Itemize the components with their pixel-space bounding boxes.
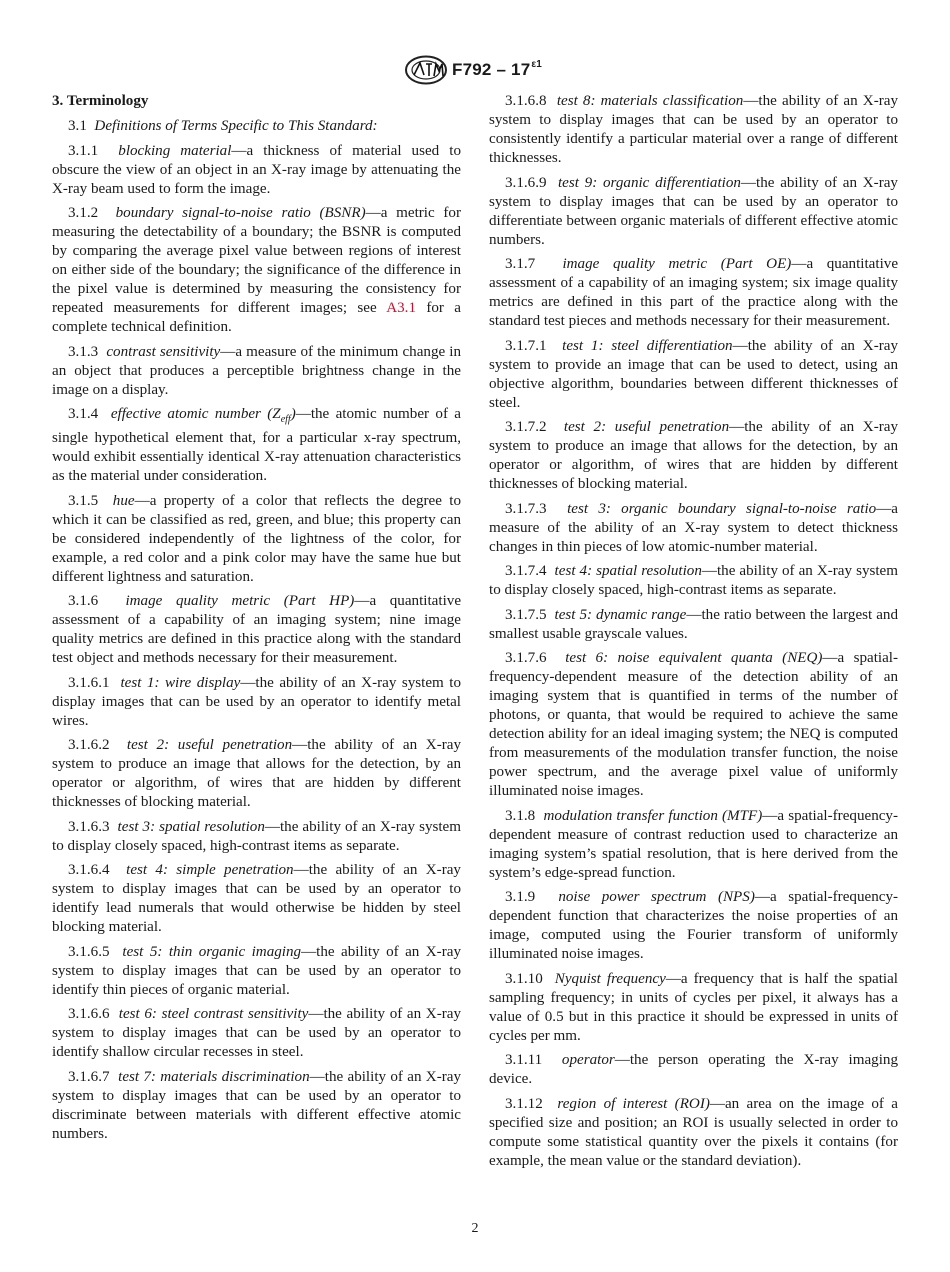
clause-number: 3.1.7.5	[505, 606, 555, 623]
clause-number: 3.1.6.7	[68, 1068, 119, 1085]
clause-number: 3.1.2	[68, 205, 116, 221]
defined-term: test 3: organic boundary signal-to-noise ratio	[567, 500, 877, 517]
standard-designation: $F792 - 17^{\varepsilon 1}$	[452, 59, 543, 79]
definition-text-after-link: for a complete technical definition.	[52, 300, 461, 335]
definition-paragraph	[489, 92, 898, 168]
defined-term: test 2: useful penetration	[126, 737, 293, 754]
clause-number: 3.1.11	[505, 1052, 562, 1068]
definition-text: —the ability of an X-ray system to display images that can be used by an operator to discriminate between materials with different effective atomic numbers.	[52, 1068, 461, 1142]
definition-paragraph	[52, 1005, 461, 1062]
clause-number: 3.1.7.1	[505, 337, 563, 354]
defined-term: test 8: materials classification	[556, 93, 744, 109]
right-column	[489, 92, 898, 1176]
defined-term: test 9: organic differentiation	[557, 174, 741, 191]
definition-paragraph	[52, 492, 461, 587]
definition-text: —a metric for measuring the detectability of a boundary; the BSNR is computed by comparing the average pixel value between regions of interest on either side of the boundary; the significance of the difference in the pixel value is determined by measuring the consistency for repeated measurements for different images; see	[52, 205, 461, 316]
left-column	[52, 92, 461, 1149]
definition-paragraph	[489, 1051, 898, 1089]
definition-text: —the ability of an X-ray system to display images that can be used by an operator to identify thin pieces of organic material.	[52, 943, 461, 998]
definition-text: —the ability of an X-ray system to display images that can be used by an operator to differentiate between organic materials of different effective atomic numbers.	[489, 174, 898, 248]
definition-paragraph	[52, 142, 461, 199]
clause-number: 3.1.7.6	[505, 650, 566, 666]
definition-paragraph	[52, 674, 461, 731]
definition-paragraph	[489, 807, 898, 883]
definition-text: —the ability of an X-ray system to display closely spaced, high-contrast items as separate.	[489, 563, 898, 598]
definition-paragraph	[52, 592, 461, 668]
clause-number: 3.1.7.4	[505, 563, 555, 579]
definition-text: —the ability of an X-ray system to display images that can be used by an operator to identify lead numerals that would otherwise be hidden by steel blocking material.	[52, 862, 461, 936]
definition-paragraph	[52, 943, 461, 1000]
definition-text: —a measure of the ability of an X-ray system to detect thickness changes in thin pieces of low atomic-number material.	[489, 500, 898, 555]
definition-text: —the ability of an X-ray system to display images that can be used by an operator to identify metal wires.	[52, 674, 461, 729]
definition-paragraph	[489, 1095, 898, 1171]
definition-paragraph	[52, 117, 461, 136]
defined-term: noise power spectrum (NPS)	[558, 889, 755, 905]
defined-term: test 2: useful penetration	[563, 419, 730, 435]
defined-term: test 6: noise equivalent quanta (NEQ)	[565, 650, 823, 666]
defined-term: image quality metric (Part OE)	[562, 256, 792, 272]
definition-paragraph	[52, 343, 461, 400]
definition-paragraph	[489, 255, 898, 331]
defined-term: Nyquist frequency	[554, 970, 666, 987]
definition-paragraph	[52, 405, 461, 486]
defined-term: modulation transfer function (MTF)	[543, 807, 763, 824]
defined-term: image quality metric (Part HP)	[125, 593, 355, 610]
page-header	[0, 55, 950, 85]
clause-number: 3.1.6.2	[68, 737, 127, 754]
definition-text: —the ability of an X-ray system to produce an image that allows for the detection, by an operator or algorithm, of wires that are hidden by different thicknesses of blocking material.	[489, 419, 899, 492]
clause-number: 3.1.7.3	[505, 500, 568, 517]
definition-paragraph	[52, 1068, 461, 1144]
definition-paragraph	[489, 418, 898, 494]
definition-text: —an area on the image of a specified size and position; an ROI is usually selected in order to compute some statistical quantity over the pixels it contains (for example, the mean value or the standard deviation).	[489, 1095, 898, 1169]
clause-number: 3.1.10	[505, 970, 555, 987]
clause-number: 3.1.6	[68, 593, 126, 610]
defined-term: region of interest (ROI)	[557, 1095, 710, 1112]
clause-number: 3.1.6.4	[68, 862, 127, 879]
definition-paragraph	[52, 861, 461, 937]
astm-logo-icon	[404, 55, 448, 85]
defined-term: Definitions of Terms Specific to This Standard:	[94, 118, 378, 134]
annex-link[interactable]: A3.1	[386, 300, 416, 316]
clause-number: 3.1.6.9	[505, 174, 558, 191]
clause-number: 3.1.5	[68, 492, 113, 509]
definition-text: —the ability of an X-ray system to display images that can be used by an operator to identify shallow circular recesses in steel.	[52, 1006, 461, 1061]
definition-paragraph	[489, 337, 898, 413]
defined-term: hue	[112, 492, 135, 509]
term-subscript: eff	[280, 414, 291, 426]
page-number: 2	[471, 1221, 479, 1236]
clause-number: 3.1	[68, 118, 95, 134]
clause-number: 3.1.9	[505, 889, 559, 905]
definition-text: —the person operating the X-ray imaging device.	[489, 1052, 898, 1087]
clause-number: 3.1.6.6	[68, 1006, 119, 1023]
defined-term: test 3: spatial resolution	[117, 818, 265, 835]
definition-text: —a thickness of material used to obscure the view of an object in an X-ray image by attenuating the X-ray beam used to form the image.	[52, 142, 461, 197]
defined-term: test 4: simple penetration	[126, 862, 294, 879]
clause-number: 3.1.3	[68, 343, 107, 360]
defined-term: test 7: materials discrimination	[118, 1068, 310, 1085]
definition-paragraph	[52, 736, 461, 812]
definition-paragraph	[52, 818, 461, 856]
defined-term: operator	[561, 1052, 615, 1068]
clause-number: 3.1.4	[68, 406, 111, 422]
definition-text: —the ability of an X-ray system to display images that can be used by an operator to consistently identify a particular material over a range of different thicknesses.	[489, 93, 899, 166]
definition-text: —the ability of an X-ray system to display closely spaced, high-contrast items as separate.	[52, 818, 461, 854]
definition-paragraph	[489, 174, 898, 250]
definition-text: —a frequency that is half the spatial sampling frequency; in units of cycles per pixel, it always has a value of 0.5 but in this practice it should be expressed in units of cycles per mm.	[489, 970, 899, 1044]
definition-text: —the ability of an X-ray system to produce an image that allows for the detection, by an operator or algorithm, of wires that are hidden by different thicknesses of blocking material.	[52, 737, 462, 811]
definition-paragraph	[489, 562, 898, 600]
definition-paragraph	[489, 970, 898, 1046]
clause-number: 3.1.7	[505, 256, 563, 272]
definition-text: —a spatial-frequency-dependent measure of the detection ability of an imaging system that is quantified in terms of the number of photons, or quanta, that would be required to achieve the same detection ability for an ideal imaging system; the NEQ is computed from measurements of the modulation transfer function, the noise power spectrum, and the average pixel value of uniformly illuminated noise images.	[489, 650, 898, 799]
clause-number: 3.1.12	[505, 1095, 558, 1112]
defined-term: boundary signal-to-noise ratio (BSNR)	[115, 205, 366, 221]
defined-term: test 5: thin organic imaging	[122, 943, 302, 960]
defined-term: blocking material	[118, 142, 232, 159]
clause-number: 3.1.6.1	[68, 674, 121, 691]
definition-text: —a quantitative assessment of a capability of an imaging system; nine image quality metrics are defined in this practice along with the standard test object and methods necessary for their measurement.	[52, 593, 462, 667]
defined-term: test 1: steel differentiation	[562, 337, 733, 354]
clause-number: 3.1.1	[68, 142, 119, 159]
clause-number: 3.1.8	[505, 807, 544, 824]
defined-term: test 5: dynamic range	[554, 606, 687, 623]
clause-number: 3.1.6.5	[68, 943, 123, 960]
definition-paragraph	[489, 888, 898, 964]
definition-paragraph	[489, 649, 898, 801]
defined-term: contrast sensitivity	[106, 343, 221, 360]
definition-text: —the ratio between the largest and smallest usable grayscale values.	[489, 606, 898, 642]
definition-paragraph	[52, 204, 461, 337]
definition-text: —a spatial-frequency-dependent measure of contrast reduction used to characterize an imaging system’s spatial resolution, that is here derived from the system’s edge-spread function.	[489, 807, 899, 881]
definition-text: —a quantitative assessment of a capability of an imaging system; six image quality metrics are defined in this part of the practice along with the standard test pieces and methods necessary for their measurement.	[489, 256, 899, 329]
defined-term: effective atomic number (Z	[110, 406, 281, 422]
definition-text: —the ability of an X-ray system to provide an image that can be used to detect, using an objective algorithm, boundaries between different thicknesses of steel.	[489, 337, 898, 411]
section-heading: 3. Terminology	[52, 93, 149, 109]
defined-term: test 4: spatial resolution	[554, 563, 702, 579]
definition-paragraph	[489, 500, 898, 557]
definition-text: —a measure of the minimum change in an object that produces a perceptible brightness change in the image on a display.	[52, 343, 462, 398]
definition-paragraph	[489, 606, 898, 644]
definition-text: —a spatial-frequency-dependent function that characterizes the noise properties of an image, computed using the Fourier transform of uniformly illuminated noise images.	[489, 889, 899, 962]
defined-term: test 1: wire display	[120, 674, 241, 691]
definition-text: —the atomic number of a single hypothetical element that, for a particular x-ray spectrum, would exhibit essentially identical X-ray attenuation characteristics as the material under consideration.	[52, 406, 461, 485]
defined-term: test 6: steel contrast sensitivity	[118, 1006, 309, 1023]
clause-number: 3.1.7.2	[505, 419, 564, 435]
term-close: )	[290, 406, 296, 422]
clause-number: 3.1.6.8	[505, 93, 557, 109]
definition-text: —a property of a color that reflects the degree to which it can be classified as red, green, and blue; this property can be considered independently of the lightness of the color, for example, a red color and a pink color may have the same hue but different lightness and saturation.	[52, 492, 461, 585]
clause-number: 3.1.6.3	[68, 818, 118, 835]
